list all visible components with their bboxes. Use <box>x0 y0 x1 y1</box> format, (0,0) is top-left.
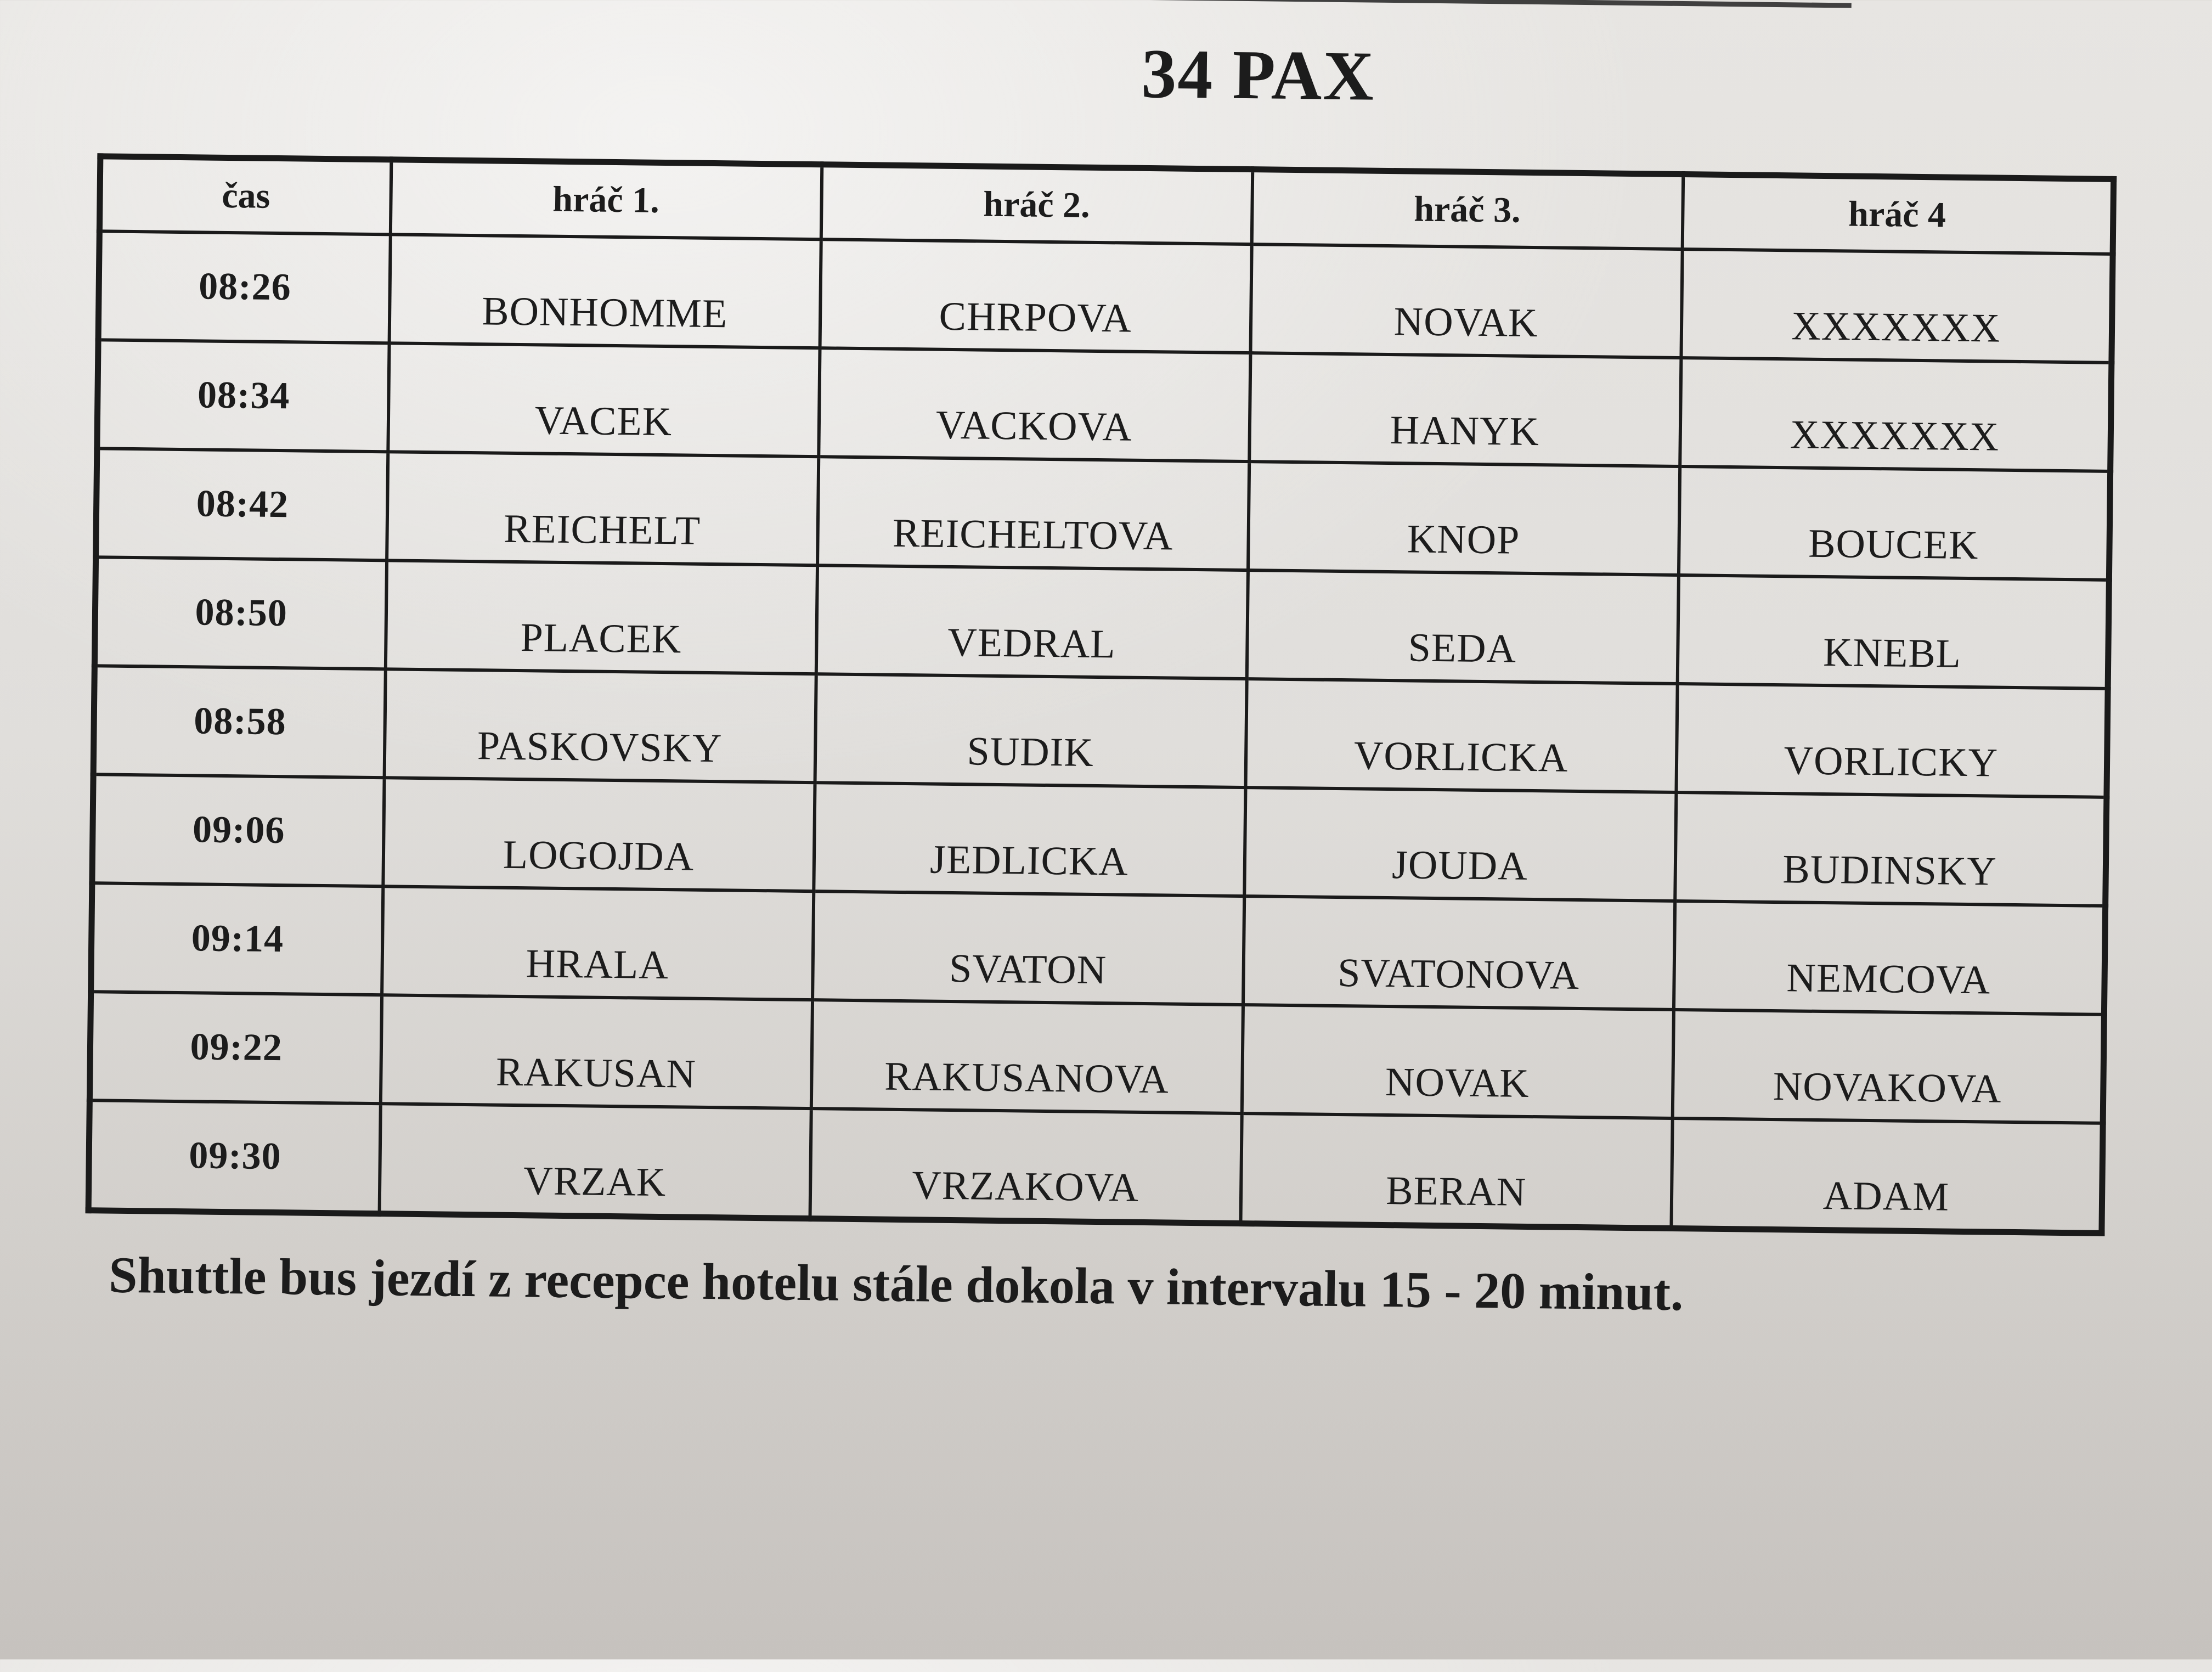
player-name: RAKUSANOVA <box>811 1000 1243 1113</box>
player-name: HRALA <box>382 886 814 1000</box>
player-name: PASKOVSKY <box>384 669 816 782</box>
table-row <box>88 1100 2103 1233</box>
tee-time: 08:42 <box>96 448 388 560</box>
player-name: LOGOJDA <box>383 778 815 891</box>
tee-time: 09:14 <box>91 883 383 995</box>
player-name: SVATONOVA <box>1243 896 1674 1010</box>
tee-time: 09:30 <box>88 1100 380 1213</box>
shuttle-bus-note: Shuttle bus jezdí z recepce hotelu stále dokola v intervalu 15 - 20 minut. <box>108 1246 1684 1322</box>
player-name: JOUDA <box>1244 787 1676 901</box>
tee-time: 08:26 <box>98 231 390 343</box>
player-name: HANYK <box>1249 353 1681 466</box>
player-name: BUDINSKY <box>1675 792 2107 906</box>
tee-time-table <box>86 153 2117 1236</box>
player-name: BONHOMME <box>389 234 821 348</box>
player-name: XXXXXXX <box>1681 249 2113 363</box>
player-name: VRZAKOVA <box>810 1108 1242 1223</box>
cut-off-heading-line <box>1138 0 1852 8</box>
player-name: NOVAK <box>1250 244 1682 358</box>
player-name: BOUCEK <box>1678 466 2110 580</box>
player-name: REICHELT <box>387 452 819 565</box>
header-player-1: hráč 1. <box>390 160 821 239</box>
tee-time: 08:50 <box>94 557 386 669</box>
player-name: VORLICKA <box>1245 679 1677 792</box>
player-name: ADAM <box>1671 1118 2103 1233</box>
player-name: NOVAKOVA <box>1672 1010 2104 1123</box>
header-player-2: hráč 2. <box>821 165 1252 244</box>
player-name: PLACEK <box>385 560 817 674</box>
player-name: BERAN <box>1240 1113 1672 1228</box>
player-name: NEMCOVA <box>1673 901 2105 1015</box>
header-time: čas <box>99 156 391 235</box>
player-name: SUDIK <box>815 674 1246 787</box>
player-name: VACEK <box>388 343 820 457</box>
tee-time: 09:06 <box>92 774 384 886</box>
player-name: VRZAK <box>379 1104 811 1218</box>
player-name: SVATON <box>812 891 1244 1005</box>
tee-time: 09:22 <box>89 992 381 1104</box>
header-player-4: hráč 4 <box>1682 174 2113 254</box>
player-name: KNEBL <box>1677 575 2109 689</box>
header-player-3: hráč 3. <box>1251 170 1683 249</box>
player-name: JEDLICKA <box>814 782 1245 896</box>
player-name: VACKOVA <box>819 348 1250 461</box>
player-name: SEDA <box>1246 570 1678 684</box>
tee-time: 08:34 <box>97 340 389 452</box>
tee-time: 08:58 <box>93 666 385 778</box>
player-name: NOVAK <box>1242 1005 1673 1118</box>
player-name: RAKUSAN <box>380 995 812 1108</box>
page-title: 34 PAX <box>1141 34 1375 115</box>
player-name: KNOP <box>1248 461 1679 575</box>
player-name: VEDRAL <box>816 565 1248 679</box>
player-name: VORLICKY <box>1676 684 2108 797</box>
player-name: XXXXXXX <box>1680 358 2112 471</box>
player-name: CHRPOVA <box>820 239 1251 353</box>
player-name: REICHELTOVA <box>817 457 1249 570</box>
